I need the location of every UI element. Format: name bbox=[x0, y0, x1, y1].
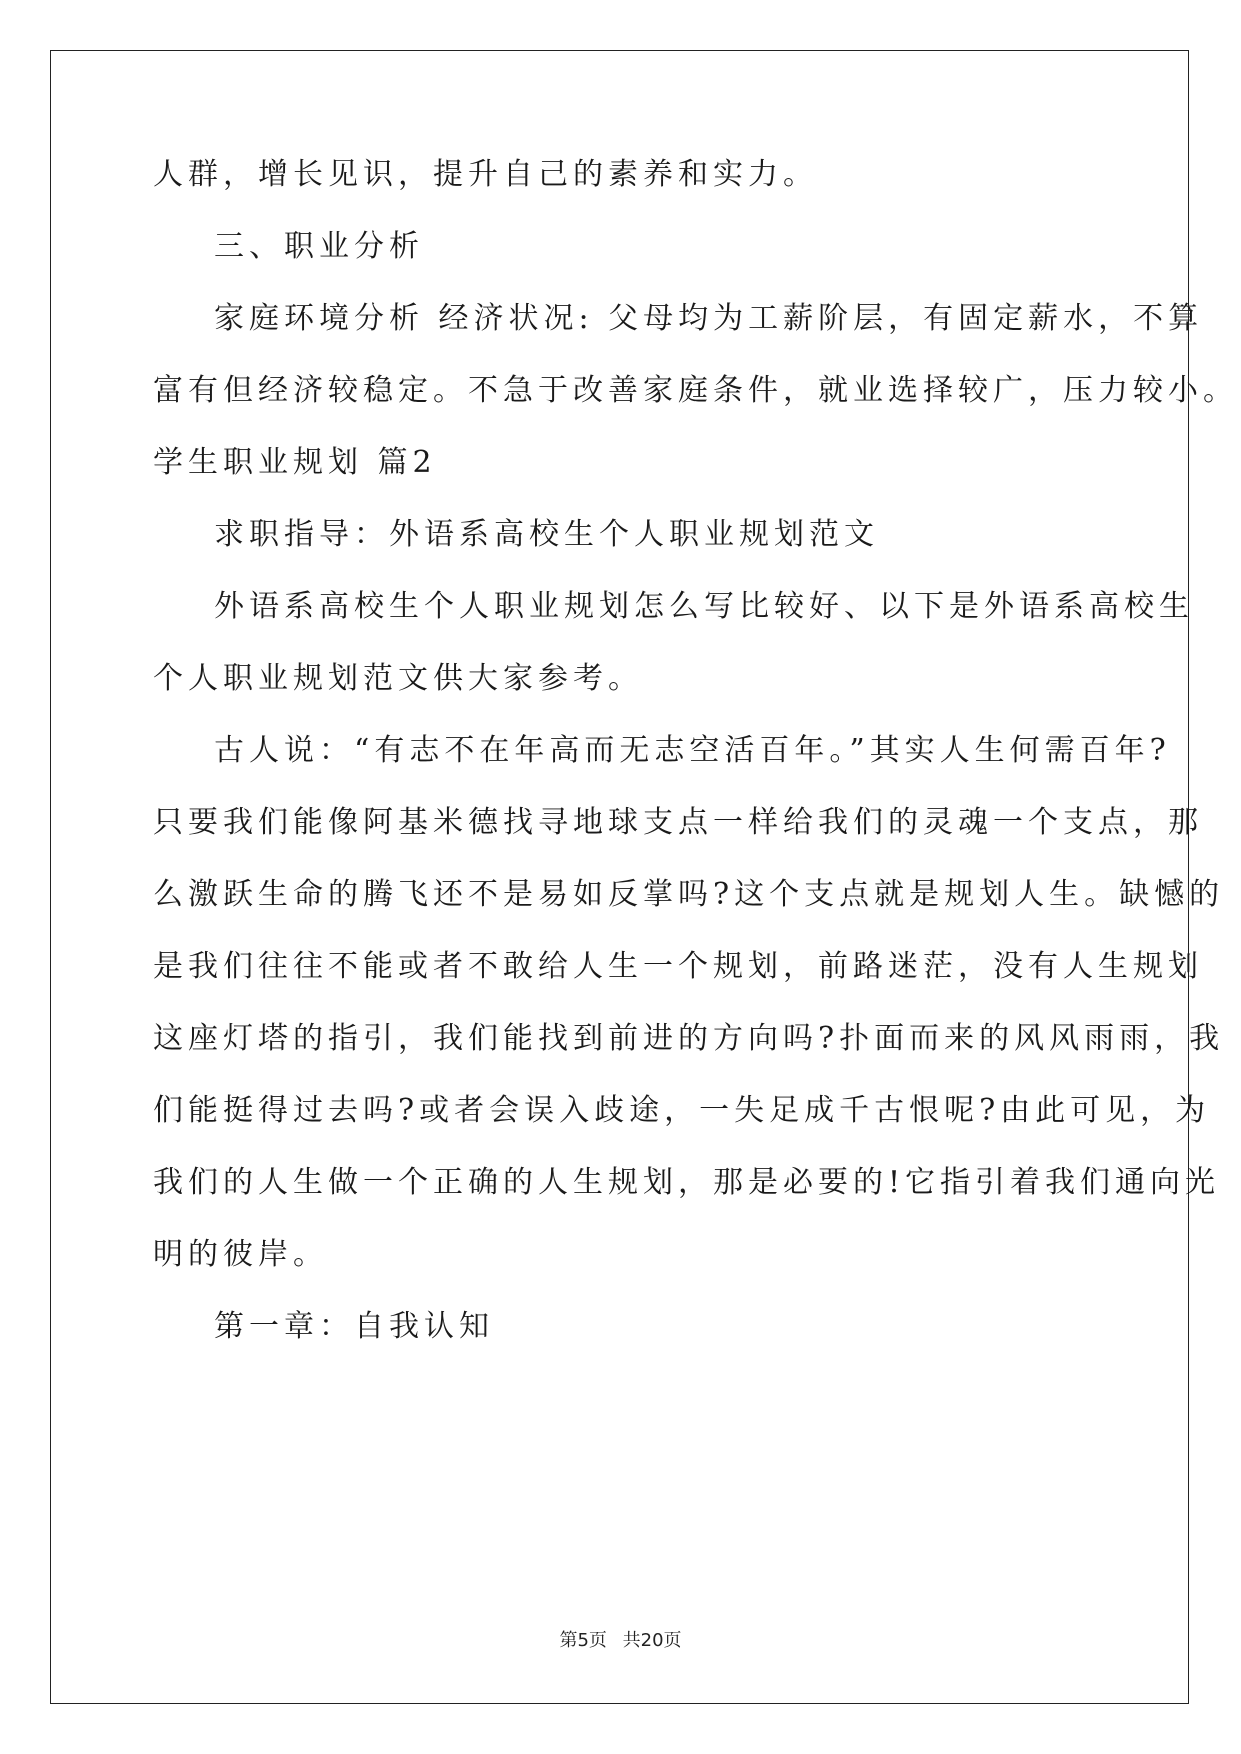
text-line: 是我们往往不能或者不敢给人生一个规划，前路迷茫，没有人生规划 bbox=[153, 949, 1203, 984]
text-line: 古人说：“有志不在年高而无志空活百年。”其实人生何需百年? bbox=[214, 733, 1171, 768]
text-line: 们能挺得过去吗?或者会误入歧途，一失足成千古恨呢?由此可见，为 bbox=[153, 1093, 1211, 1128]
section-title: 学生职业规划 篇2 bbox=[153, 445, 437, 480]
text-line: 明的彼岸。 bbox=[153, 1237, 328, 1272]
text-line: 个人职业规划范文供大家参考。 bbox=[153, 661, 643, 696]
text-line: 么激跃生命的腾飞还不是易如反掌吗?这个支点就是规划人生。缺憾的 bbox=[153, 877, 1225, 912]
text-line: 求职指导：外语系高校生个人职业规划范文 bbox=[214, 517, 879, 552]
section-heading: 三、职业分析 bbox=[214, 229, 424, 264]
page-footer bbox=[0, 1626, 1241, 1652]
text-line: 外语系高校生个人职业规划怎么写比较好、以下是外语系高校生 bbox=[214, 589, 1194, 624]
text-line: 家庭环境分析 经济状况: 父母均为工薪阶层，有固定薪水，不算 bbox=[214, 301, 1204, 336]
text-line: 我们的人生做一个正确的人生规划，那是必要的!它指引着我们通向光 bbox=[153, 1165, 1221, 1200]
text-line: 这座灯塔的指引，我们能找到前进的方向吗?扑面而来的风风雨雨，我 bbox=[153, 1021, 1225, 1056]
page-total: 共20页 bbox=[622, 1630, 682, 1651]
text-line: 人群，增长见识，提升自己的素养和实力。 bbox=[153, 157, 818, 192]
text-line: 富有但经济较稳定。不急于改善家庭条件，就业选择较广，压力较小。 bbox=[153, 373, 1238, 408]
section-heading: 第一章：自我认知 bbox=[214, 1309, 494, 1344]
text-line: 只要我们能像阿基米德找寻地球支点一样给我们的灵魂一个支点，那 bbox=[153, 805, 1203, 840]
page-number: 第5页 bbox=[559, 1630, 607, 1651]
